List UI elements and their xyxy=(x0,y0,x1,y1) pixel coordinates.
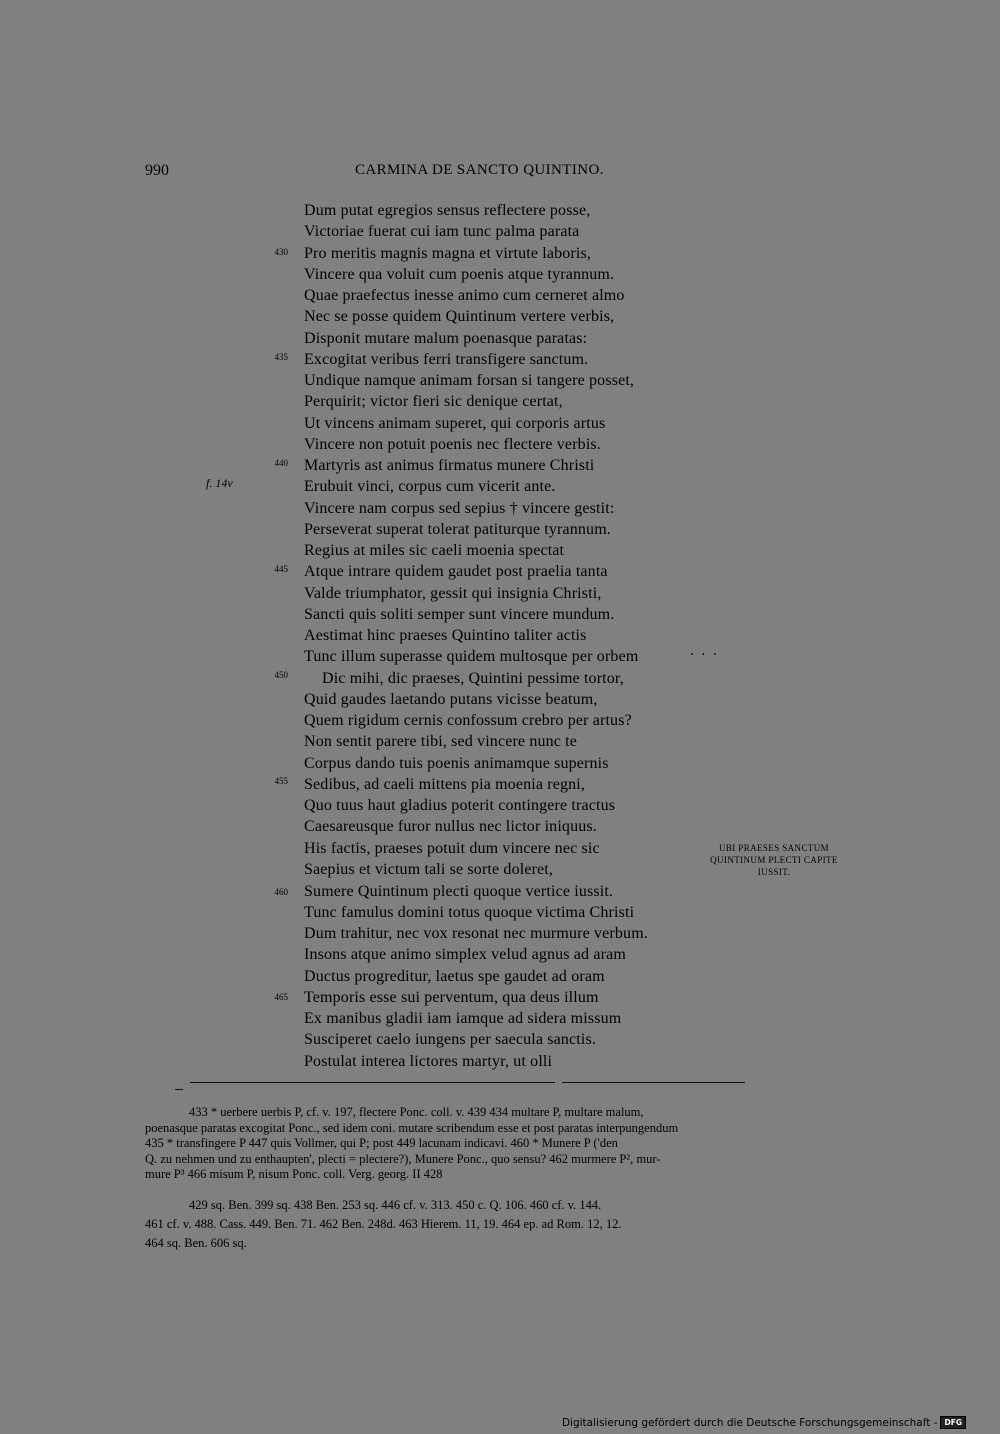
verse-line: Disponit mutare malum poenasque paratas: xyxy=(304,329,588,347)
line-number: 455 xyxy=(274,776,288,786)
verse-line: Aestimat hinc praeses Quintino taliter actis xyxy=(304,627,587,644)
verse-line: Corpus dando tuis poenis animamque supernis xyxy=(304,754,609,772)
verse-line: Dum putat egregios sensus reflectere posse, xyxy=(304,202,591,219)
source-line: 461 cf. v. 488. Cass. 449. Ben. 71. 462 Ben. 248d. 463 Hierem. 11, 19. 464 ep. ad Rom. 12, 12. xyxy=(145,1217,622,1231)
apparatus-line: Q. zu nehmen und zu enthaupten', plecti = plectere?), Munere Ponc., quo sensu? 462 murmere P², mur- xyxy=(145,1151,661,1166)
line-number: 430 xyxy=(274,247,288,257)
verse-line: Excogitat veribus ferri transfigere sanctum. xyxy=(304,350,589,368)
critical-apparatus xyxy=(145,1105,825,1183)
verse-line: Sumere Quintinum plecti quoque vertice iussit. xyxy=(304,882,614,900)
line-number: 460 xyxy=(274,887,288,897)
apparatus-line: 433 * uerbere uerbis P, cf. v. 197, flectere Ponc. coll. v. 439 434 multare P, multare malum, xyxy=(189,1105,644,1119)
folio-mark: f. 14v xyxy=(206,476,233,490)
verse-block-2 xyxy=(304,838,648,1072)
verse-line: Undique namque animam forsan si tangere posset, xyxy=(304,372,635,389)
marginal-note-line: UBI PRAESES SANCTUM xyxy=(718,843,830,853)
lacuna-ellipsis: . . . xyxy=(690,643,719,659)
verse-line: Regius at miles sic caeli moenia spectat xyxy=(304,542,565,559)
footer-credit xyxy=(562,1416,966,1429)
footnote-rule xyxy=(562,1082,745,1083)
footnote-rule xyxy=(175,1089,183,1090)
verse-line: Nec se posse quidem Quintinum vertere verbis, xyxy=(304,308,615,326)
line-number: 440 xyxy=(274,458,288,468)
verse-line: Insons atque animo simplex velud agnus ad aram xyxy=(304,946,626,964)
verse-line: Perseverat superat tolerat patiturque tyrannum. xyxy=(304,520,611,538)
marginal-note-line: QUINTINUM PLECTI CAPITE xyxy=(710,855,838,865)
dfg-logo-icon: DFG xyxy=(940,1416,966,1429)
verse-line: Ex manibus gladii iam iamque ad sidera missum xyxy=(304,1010,622,1027)
page-number: 990 xyxy=(145,162,169,179)
source-line: 429 sq. Ben. 399 sq. 438 Ben. 253 sq. 446 cf. v. 313. 450 c. Q. 106. 460 cf. v. 144. xyxy=(189,1198,602,1212)
verse-line: Sancti quis soliti semper sunt vincere mundum. xyxy=(304,605,615,623)
verse-line: Quo tuus haut gladius poterit contingere tractus xyxy=(304,797,616,814)
verse-line: Vincere qua voluit cum poenis atque tyrannum. xyxy=(304,265,615,283)
marginal-note-line: IUSSIT. xyxy=(757,867,791,877)
line-number: 450 xyxy=(274,670,288,680)
verse-line: Quae praefectus inesse animo cum cerneret almo xyxy=(304,287,625,304)
verse-block-1 xyxy=(304,200,638,838)
verse-line: Dum trahitur, nec vox resonat nec murmure verbum. xyxy=(304,925,648,942)
verse-line: Atque intrare quidem gaudet post praelia tanta xyxy=(304,563,608,581)
verse-line: Saepius et victum tali se sorte doleret, xyxy=(304,861,554,879)
footnote-rule xyxy=(190,1082,555,1083)
verse-line: Vincere non potuit poenis nec flectere verbis. xyxy=(304,435,601,453)
footer-text: Digitalisierung gefördert durch die Deutsche Forschungsgemeinschaft - xyxy=(561,1416,938,1429)
verse-line: Caesareusque furor nullus nec lictor iniquus. xyxy=(304,818,597,836)
verse-line: Ut vincens animam superet, qui corporis artus xyxy=(304,414,606,432)
verse-line: Valde triumphator, gessit qui insignia Christi, xyxy=(304,584,602,602)
apparatus-line: 435 * transfingere P 447 quis Vollmer, qui P; post 449 lacunam indicavi. 460 * Munere P ('den xyxy=(145,1136,618,1150)
verse-line: Tunc illum superasse quidem multosque per orbem xyxy=(304,648,639,666)
verse-line: Vincere nam corpus sed sepius † vincere gestit: xyxy=(304,499,615,517)
verse-line: Sedibus, ad caeli mittens pia moenia regni, xyxy=(304,775,586,793)
running-title: CARMINA DE SANCTO QUINTINO. xyxy=(355,162,604,178)
source-apparatus xyxy=(145,1196,835,1253)
verse-line: Quid gaudes laetando putans vicisse beatum, xyxy=(304,690,598,708)
apparatus-line: poenasque paratas excogitat Ponc., sed idem coni. mutare scribendum esse et post paratas interpungendum xyxy=(145,1120,679,1135)
verse-line: Erubuit vinci, corpus cum vicerit ante. xyxy=(304,478,556,496)
source-line: 464 sq. Ben. 606 sq. xyxy=(145,1236,247,1250)
verse-line: Victoriae fuerat cui iam tunc palma parata xyxy=(304,223,580,241)
verse-line: Ductus progreditur, laetus spe gaudet ad oram xyxy=(304,967,605,985)
apparatus-line: mure P³ 466 misum P, nisum Ponc. coll. Verg. georg. II 428 xyxy=(145,1167,443,1181)
verse-line: Martyris ast animus firmatus munere Christi xyxy=(304,457,595,474)
verse-line: Quem rigidum cernis confossum crebro per artus? xyxy=(304,712,632,729)
verse-line: Postulat interea lictores martyr, ut olli xyxy=(304,1052,553,1070)
verse-line: Tunc famulus domini totus quoque victima Christi xyxy=(304,903,635,921)
verse-line: Pro meritis magnis magna et virtute laboris, xyxy=(304,244,591,262)
verse-line: Susciperet caelo iungens per saecula sanctis. xyxy=(304,1031,596,1049)
line-number: 445 xyxy=(274,564,288,574)
verse-line: Temporis esse sui perventum, qua deus illum xyxy=(304,988,599,1006)
line-number: 435 xyxy=(274,352,288,362)
verse-line: Dic mihi, dic praeses, Quintini pessime tortor, xyxy=(322,669,624,687)
verse-line: His factis, praeses potuit dum vincere nec sic xyxy=(304,840,600,857)
verse-line: Non sentit parere tibi, sed vincere nunc te xyxy=(304,733,578,751)
line-number: 465 xyxy=(274,992,288,1002)
verse-line: Perquirit; victor fieri sic denique certat, xyxy=(304,393,563,411)
marginal-note xyxy=(690,842,858,878)
